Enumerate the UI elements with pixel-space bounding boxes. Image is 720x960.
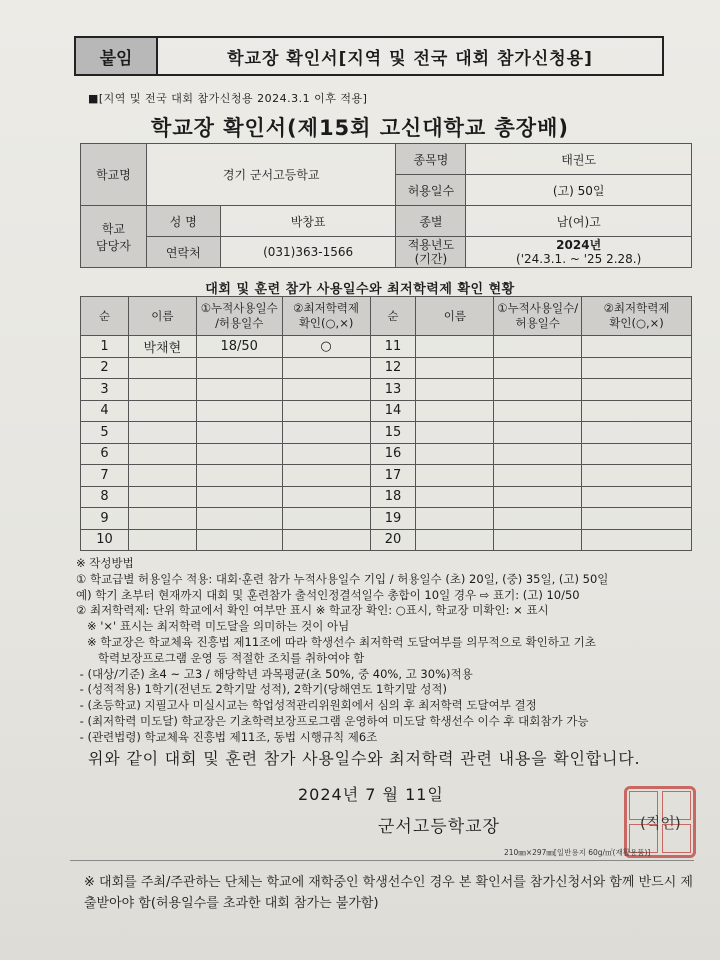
instruction-line: 예) 학기 초부터 현재까지 대회 및 훈련참가 출석인정결석일수 총합이 10일 경우 ⇨ 표기: (고) 10/50 bbox=[76, 587, 580, 602]
table-cell: 16 bbox=[370, 443, 416, 465]
table-cell bbox=[416, 400, 494, 422]
table-cell bbox=[282, 400, 370, 422]
table-cell bbox=[128, 357, 196, 379]
table-cell bbox=[196, 422, 282, 444]
table-cell bbox=[128, 508, 196, 530]
school-head: 군서고등학교장 bbox=[378, 817, 500, 837]
event-label: 종목명 bbox=[396, 144, 466, 175]
column-header: 이름 bbox=[416, 297, 494, 336]
table-cell: 14 bbox=[370, 400, 416, 422]
table-row bbox=[81, 443, 692, 465]
table-cell bbox=[196, 357, 282, 379]
table-cell: 8 bbox=[81, 486, 129, 508]
table-row bbox=[81, 529, 692, 551]
paper-spec: 210㎜×297㎜[일반용지 60g/㎡(재활용품)] bbox=[504, 848, 651, 857]
table-cell bbox=[196, 529, 282, 551]
seal-label: (직인) bbox=[640, 814, 681, 832]
table-cell bbox=[494, 486, 582, 508]
table-cell bbox=[128, 400, 196, 422]
table-cell bbox=[416, 336, 494, 358]
table-cell bbox=[128, 465, 196, 487]
table-cell bbox=[494, 422, 582, 444]
days-value: (고) 50일 bbox=[466, 175, 692, 206]
instruction-line: ※ 학교장은 학교체육 진흥법 제11조에 따라 학생선수 최저학력 도달여부를 의무적으로 확인하고 기초 bbox=[76, 634, 596, 649]
table-cell bbox=[416, 508, 494, 530]
column-header: 순 bbox=[81, 297, 129, 336]
table-cell: 6 bbox=[81, 443, 129, 465]
event-value: 태권도 bbox=[466, 144, 692, 175]
instruction-line: ② 최저학력제: 단위 학교에서 확인 여부만 표시 ※ 학교장 확인: ○표시, 학교장 미확인: × 표시 bbox=[76, 603, 549, 618]
table-cell bbox=[282, 443, 370, 465]
table-row bbox=[81, 422, 692, 444]
attachment-header bbox=[74, 36, 664, 76]
section-title: 대회 및 훈련 참가 사용일수와 최저학력제 확인 현황 bbox=[205, 282, 515, 297]
table-cell bbox=[582, 379, 692, 401]
table-cell bbox=[582, 336, 692, 358]
year-value bbox=[466, 237, 692, 268]
table-cell bbox=[196, 400, 282, 422]
table-cell: 박채현 bbox=[128, 336, 196, 358]
table-cell bbox=[282, 508, 370, 530]
manager-label: 학교 담당자 bbox=[81, 206, 147, 268]
table-cell bbox=[582, 465, 692, 487]
table-row bbox=[81, 508, 692, 530]
instruction-line: ※ '×' 표시는 최저학력 미도달을 의미하는 것이 아님 bbox=[76, 619, 350, 634]
contact-label: 연락처 bbox=[146, 237, 220, 268]
table-cell bbox=[282, 422, 370, 444]
instruction-line: - (성적적용) 1학기(전년도 2학기말 성적), 2학기(당해연도 1학기말 성적) bbox=[76, 682, 447, 697]
table-cell: 7 bbox=[81, 465, 129, 487]
table-cell bbox=[582, 357, 692, 379]
table-cell bbox=[416, 465, 494, 487]
year-text: 2024년 bbox=[556, 238, 602, 252]
table-cell bbox=[128, 379, 196, 401]
table-row bbox=[81, 400, 692, 422]
confirmation-text: 위와 같이 대회 및 훈련 참가 사용일수와 최저학력 관련 내용을 확인합니다. bbox=[88, 749, 641, 768]
table-cell bbox=[416, 357, 494, 379]
contact-value: (031)363-1566 bbox=[220, 237, 396, 268]
instruction-line: ※ 작성방법 bbox=[76, 556, 134, 570]
table-cell: 5 bbox=[81, 422, 129, 444]
table-cell bbox=[582, 486, 692, 508]
year-label: 적용년도 (기간) bbox=[396, 237, 466, 268]
instruction-line: - (최저학력 미도달) 학교장은 기초학력보장프로그램 운영하여 미도달 학생선수 이수 후 대회참가 가능 bbox=[76, 713, 589, 728]
table-cell: 15 bbox=[370, 422, 416, 444]
table-cell bbox=[128, 443, 196, 465]
table-row bbox=[81, 336, 692, 358]
table-cell: 13 bbox=[370, 379, 416, 401]
column-header: 이름 bbox=[128, 297, 196, 336]
table-cell: 12 bbox=[370, 357, 416, 379]
school-label: 학교명 bbox=[81, 144, 147, 206]
footnote: ※ 대회를 주최/주관하는 단체는 학교에 재학중인 학생선수인 경우 본 확인서를 참가신청서와 함께 반드시 제출받아야 함(허용일수를 초과한 대회 참가는 불가함) bbox=[84, 875, 693, 911]
gender-label: 종별 bbox=[396, 206, 466, 237]
table-row bbox=[81, 465, 692, 487]
table-cell bbox=[196, 443, 282, 465]
attachment-tag: 붙임 bbox=[76, 38, 158, 74]
table-cell bbox=[416, 422, 494, 444]
records-table bbox=[80, 296, 692, 551]
table-cell bbox=[282, 465, 370, 487]
table-cell bbox=[494, 400, 582, 422]
table-cell: 10 bbox=[81, 529, 129, 551]
table-cell bbox=[494, 336, 582, 358]
gender-value: 남(여)고 bbox=[466, 206, 692, 237]
name-label: 성 명 bbox=[146, 206, 220, 237]
table-cell bbox=[128, 486, 196, 508]
table-cell bbox=[494, 357, 582, 379]
school-value: 경기 군서고등학교 bbox=[146, 144, 396, 206]
column-header: ①누적사용일수 /허용일수 bbox=[196, 297, 282, 336]
table-cell bbox=[282, 379, 370, 401]
table-cell bbox=[494, 443, 582, 465]
table-cell: 3 bbox=[81, 379, 129, 401]
table-cell bbox=[128, 529, 196, 551]
column-header: 순 bbox=[370, 297, 416, 336]
table-cell bbox=[196, 486, 282, 508]
table-cell: ○ bbox=[282, 336, 370, 358]
instruction-line: - (초등학교) 지필고사 미실시교는 학업성적관리위원회에서 심의 후 최저학력 도달여부 결정 bbox=[76, 698, 537, 713]
period-text: ('24.3.1. ~ '25 2.28.) bbox=[516, 252, 642, 266]
column-header: ②최저학력제 확인(○,×) bbox=[582, 297, 692, 336]
table-cell bbox=[282, 486, 370, 508]
table-cell: 9 bbox=[81, 508, 129, 530]
name-value: 박창표 bbox=[220, 206, 396, 237]
table-cell bbox=[196, 465, 282, 487]
table-cell: 18 bbox=[370, 486, 416, 508]
header-title: 학교장 확인서[지역 및 전국 대회 참가신청용] bbox=[227, 48, 593, 69]
table-cell bbox=[582, 508, 692, 530]
table-cell: 4 bbox=[81, 400, 129, 422]
table-cell bbox=[416, 486, 494, 508]
table-cell bbox=[582, 422, 692, 444]
table-cell bbox=[196, 508, 282, 530]
table-cell bbox=[196, 379, 282, 401]
table-cell bbox=[494, 465, 582, 487]
table-cell: 18/50 bbox=[196, 336, 282, 358]
applicability-note: ■[지역 및 전국 대회 참가신청용 2024.3.1 이후 적용] bbox=[88, 92, 368, 105]
table-cell bbox=[582, 443, 692, 465]
table-cell bbox=[582, 529, 692, 551]
table-cell bbox=[494, 379, 582, 401]
table-cell bbox=[416, 443, 494, 465]
table-cell: 17 bbox=[370, 465, 416, 487]
instructions bbox=[76, 556, 696, 746]
table-cell bbox=[282, 529, 370, 551]
table-cell bbox=[582, 400, 692, 422]
table-cell: 2 bbox=[81, 357, 129, 379]
instruction-line: - (대상/기준) 초4 ~ 고3 / 해당학년 과목평균(초 50%, 중 40%, 고 30%)적용 bbox=[76, 666, 473, 681]
column-header: ①누적사용일수/ 허용일수 bbox=[494, 297, 582, 336]
table-cell bbox=[494, 529, 582, 551]
instruction-line: - (관련법령) 학교체육 진흥법 제11조, 동법 시행규칙 제6조 bbox=[76, 729, 378, 744]
table-cell bbox=[128, 422, 196, 444]
table-cell: 11 bbox=[370, 336, 416, 358]
column-header: ②최저학력제 확인(○,×) bbox=[282, 297, 370, 336]
table-cell bbox=[416, 529, 494, 551]
table-row bbox=[81, 379, 692, 401]
instruction-line: 학력보장프로그램 운영 등 적절한 조치를 취하여야 함 bbox=[76, 650, 365, 665]
document-title: 학교장 확인서(제15회 고신대학교 총장배) bbox=[151, 116, 569, 140]
info-table bbox=[80, 143, 692, 268]
confirmation-date: 2024년 7 월 11일 bbox=[298, 785, 444, 804]
table-row bbox=[81, 486, 692, 508]
table-cell: 1 bbox=[81, 336, 129, 358]
divider bbox=[70, 860, 694, 861]
table-row bbox=[81, 357, 692, 379]
table-cell bbox=[494, 508, 582, 530]
instruction-line: ① 학교급별 허용일수 적용: 대회·훈련 참가 누적사용일수 기입 / 허용일수 (초) 20일, (중) 35일, (고) 50일 bbox=[76, 571, 609, 586]
table-cell bbox=[416, 379, 494, 401]
table-cell bbox=[282, 357, 370, 379]
table-cell: 20 bbox=[370, 529, 416, 551]
table-cell: 19 bbox=[370, 508, 416, 530]
days-label: 허용일수 bbox=[396, 175, 466, 206]
